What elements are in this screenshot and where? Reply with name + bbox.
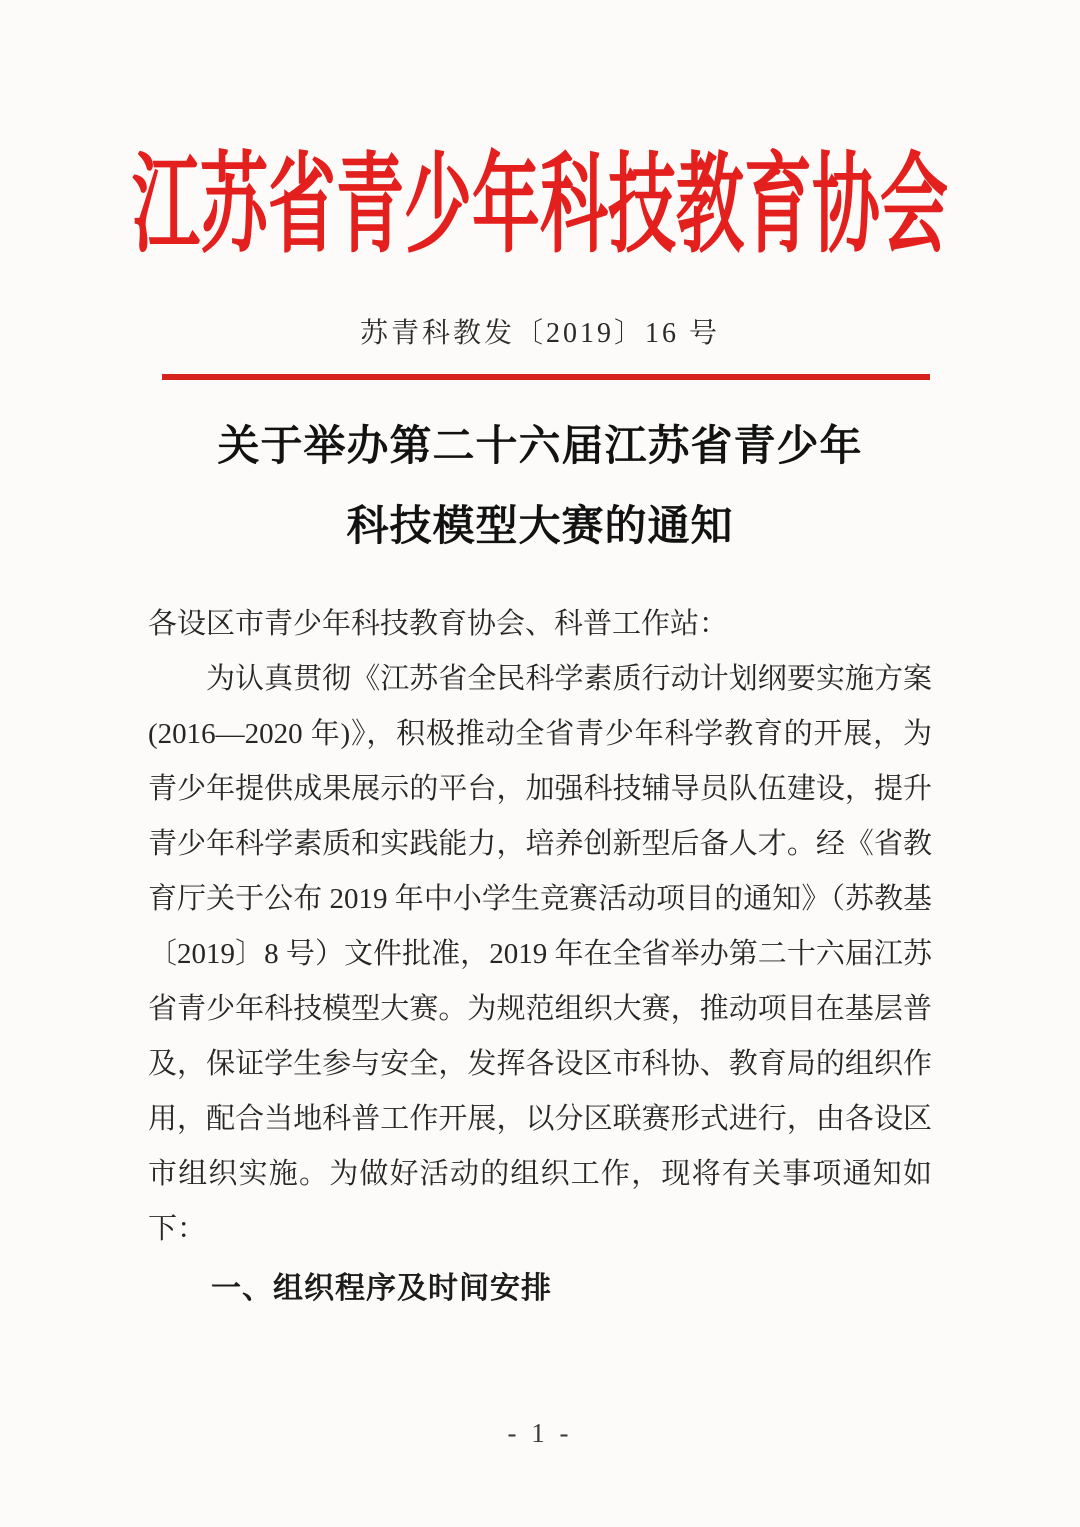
letterhead-org-name: 江苏省青少年科技教育协会 — [131, 144, 948, 266]
document-title-line-2: 科技模型大赛的通知 — [346, 504, 734, 550]
doc-number: 苏青科教发〔2019〕16 号 — [359, 318, 720, 349]
document-title-line-1: 关于举办第二十六届江苏省青少年 — [217, 424, 863, 470]
body-paragraph: 为认真贯彻《江苏省全民科学素质行动计划纲要实施方案(2016—2020 年)》，积极推动全省青少年科学教育的开展，为青少年提供成果展示的平台，加强科技辅导员队伍建设，提升青少年科学素质和实践能力，培养创新型后备人才。经《省教育厅关于公布 2019 年中小学生竞赛活动项目的通知》（苏教基〔2019〕8 号）文件批准，2019 年在全省举办第二十六届江苏省青少年科技模型大赛。为规范组织大赛，推动项目在基层普及，保证学生参与安全，发挥各设区市科协、教育局的组织作用，配合当地科普工作开展，以分区联赛形式进行，由各设区市组织实施。为做好活动的组织工作，现将有关事项通知如下： — [148, 663, 932, 1245]
document-title — [0, 407, 1080, 567]
section-heading: 一、组织程序及时间安排 — [211, 1272, 552, 1305]
red-divider-line — [162, 374, 930, 380]
salutation: 各设区市青少年科技教育协会、科普工作站： — [148, 608, 729, 640]
page-number: - 1 - — [507, 1418, 573, 1448]
document-body — [148, 597, 932, 1316]
